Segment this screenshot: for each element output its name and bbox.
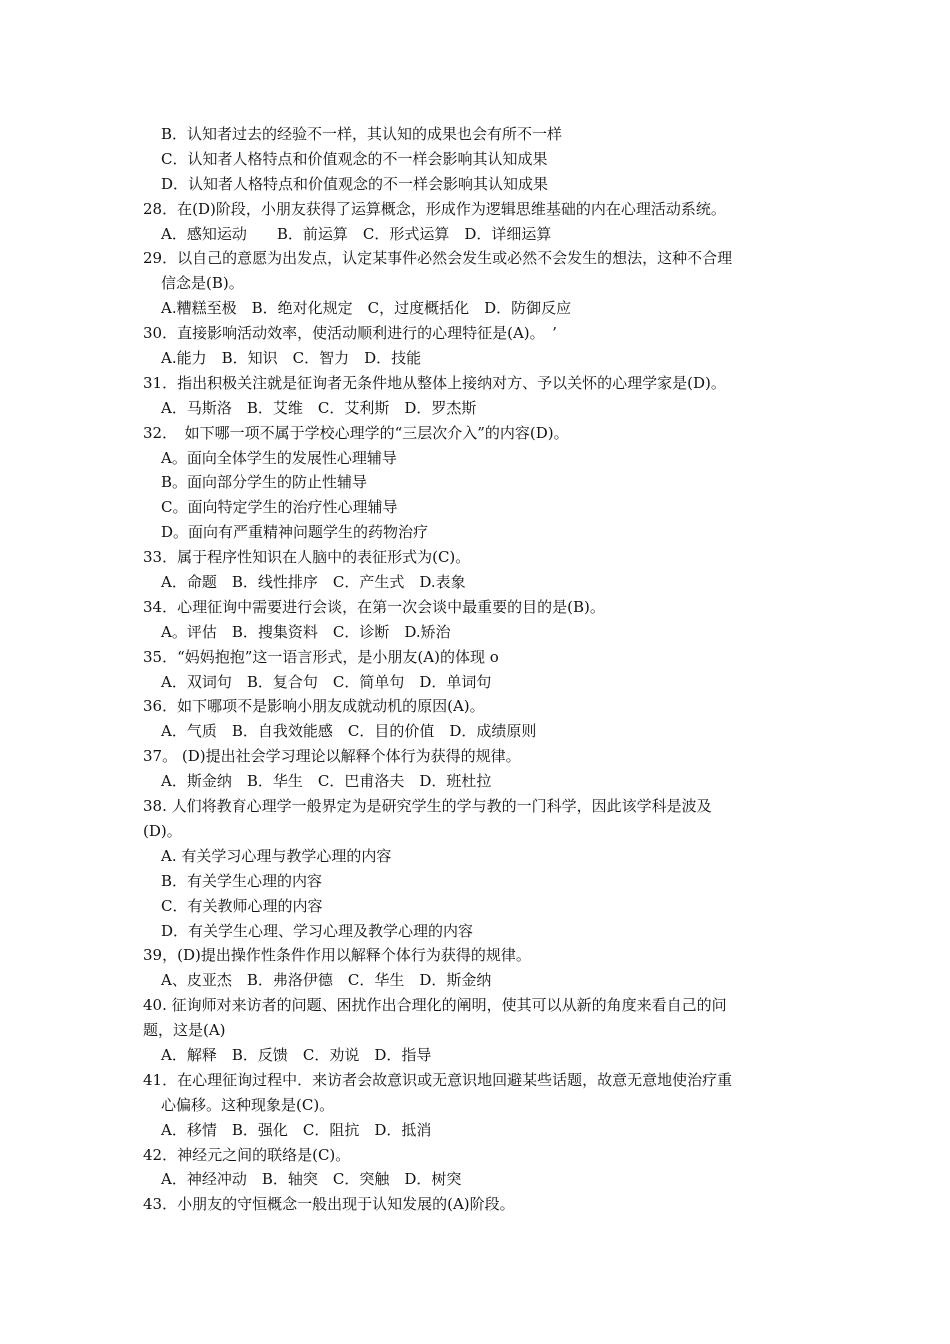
question-line: 36．如下哪项不是影响小朋友成就动机的原因(A)。	[143, 697, 485, 716]
question-line: 39，(D)提出操作性条件作用以解释个体行为获得的规律。	[143, 946, 531, 965]
option-line: D．有关学生心理、学习心理及教学心理的内容	[161, 921, 474, 940]
option-line: A。面向全体学生的发展性心理辅导	[161, 448, 397, 467]
option-line: A.能力 B．知识 C．智力 D．技能	[161, 349, 422, 368]
question-line: 43．小朋友的守恒概念一般出现于认知发展的(A)阶段。	[143, 1195, 515, 1214]
option-line: A．解释 B．反馈 C．劝说 D．指导	[161, 1045, 432, 1064]
question-line: 34．心理征询中需要进行会谈，在第一次会谈中最重要的目的是(B)。	[143, 597, 605, 616]
option-line: C．认知者人格特点和价值观念的不一样会影响其认知成果	[161, 149, 548, 168]
question-line: 33．属于程序性知识在人脑中的表征形式为(C)。	[143, 548, 471, 567]
question-line: 41．在心理征询过程中．来访者会故意识或无意识地回避某些话题，故意无意地使治疗重	[143, 1070, 733, 1089]
option-line: 信念是(B)。	[161, 274, 244, 293]
option-line: B．认知者过去的经验不一样，其认知的成果也会有所不一样	[161, 125, 563, 143]
question-line: 38. 人们将教育心理学一般界定为是研究学生的学与教的一门科学，因此该学科是波及	[143, 797, 712, 816]
question-line: 37。 (D)提出社会学习理论以解释个体行为获得的规律。	[143, 747, 521, 766]
option-line: B．有关学生心理的内容	[161, 871, 323, 890]
question-line: 40. 征询师对来访者的问题、困扰作出合理化的阐明，使其可以从新的角度来看自己的问	[143, 996, 727, 1015]
question-line: 35．“妈妈抱抱”这一语言形式，是小朋友(A)的体现 o	[143, 647, 499, 666]
option-line: A．斯金纳 B．华生 C．巴甫洛夫 D．班杜拉	[161, 772, 492, 791]
option-line: A.糟糕至极 B．绝对化规定 C，过度概括化 D．防御反应	[161, 299, 572, 318]
option-line: B。面向部分学生的防止性辅导	[161, 473, 368, 492]
option-line: A．移情 B．强化 C．阻抗 D．抵消	[161, 1120, 432, 1139]
option-line: A。评估 B．搜集资料 C．诊断 D.矫治	[161, 622, 451, 641]
question-line: (D)。	[143, 821, 182, 840]
question-line: 29．以自己的意愿为出发点，认定某事件必然会发生或必然不会发生的想法，这种不合理	[143, 249, 733, 268]
option-line: D．认知者人格特点和价值观念的不一样会影响其认知成果	[161, 174, 549, 193]
option-line: A．神经冲动 B．轴突 C．突触 D．树突	[161, 1170, 462, 1189]
question-line: 31．指出积极关注就是征询者无条件地从整体上接纳对方、予以关怀的心理学家是(D)。	[143, 373, 726, 392]
question-line: 32． 如下哪一项不属于学校心理学的“三层次介入”的内容(D)。	[143, 423, 569, 442]
option-line: D。面向有严重精神问题学生的药物治疗	[161, 523, 429, 542]
option-line: C。面向特定学生的治疗性心理辅导	[161, 498, 398, 517]
option-line: A．命题 B．线性排序 C．产生式 D.表象	[161, 573, 466, 592]
question-line: 42．神经元之间的联络是(C)。	[143, 1145, 351, 1164]
question-line: 题，这是(A)	[143, 1021, 226, 1040]
question-line: 30．直接影响活动效率，使活动顺利进行的心理特征是(A)。 ’	[143, 324, 557, 343]
option-line: C．有关教师心理的内容	[161, 896, 323, 915]
option-line: A、皮亚杰 B．弗洛伊德 C．华生 D．斯金纳	[161, 971, 492, 990]
option-line: A．双词句 B．复合句 C．简单句 D．单词句	[161, 672, 492, 691]
option-line: A. 有关学习心理与教学心理的内容	[161, 846, 392, 865]
option-line: A．马斯洛 B．艾维 C．艾利斯 D．罗杰斯	[161, 398, 477, 417]
document-body	[143, 122, 823, 1217]
question-line: 28．在(D)阶段，小朋友获得了运算概念，形成作为逻辑思维基础的内在心理活动系统。	[143, 199, 726, 218]
option-line: A．感知运动 B．前运算 C．形式运算 D．详细运算	[161, 224, 552, 243]
option-line: 心偏移。这种现象是(C)。	[161, 1095, 335, 1114]
option-line: A．气质 B．自我效能感 C．目的价值 D．成绩原则	[161, 722, 537, 741]
